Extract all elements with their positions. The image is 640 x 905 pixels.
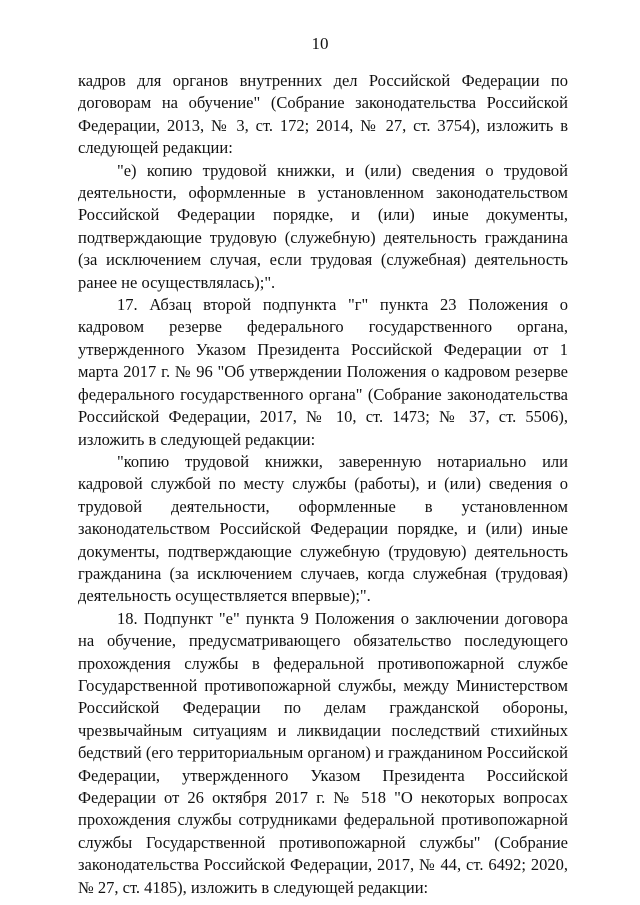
paragraph-quote-17: "копию трудовой книжки, заверенную нотариально или кадровой службой по месту службы (работы), и (или) сведения о трудовой деятельности, оформленные в установленном законодательством Российской Федерации порядке, и (или) иные документы, подтверждающие служебную (трудовую) деятельность гражданина (за исключением случаев, когда служебная (трудовая) деятельность осуществляется впервые);".: [78, 451, 568, 606]
document-body: [78, 70, 568, 899]
paragraph-item-17: 17. Абзац второй подпункта "г" пункта 23 Положения о кадровом резерве федерального государственного органа, утвержденного Указом Президента Российской Федерации от 1 марта 2017 г. № 96 "Об утверждении Положения о кадровом резерве федерального государственного органа" (Собрание законодательства Российской Федерации, 2017, № 10, ст. 1473; № 37, ст. 5506), изложить в следующей редакции:: [78, 295, 568, 449]
page-number: 10: [311, 34, 329, 53]
paragraph-continuation: кадров для органов внутренних дел Российской Федерации по договорам на обучение" (Собрание законодательства Российской Федерации, 2013, № 3, ст. 172; 2014, № 27, ст. 3754), изложить в следующей редакции:: [78, 71, 568, 158]
paragraph-item-18: 18. Подпункт "е" пункта 9 Положения о заключении договора на обучение, предусматривающего обязательство последующего прохождения службы в федеральной противопожарной службе Государственной противопожарной службы, между Министерством Российской Федерации по делам гражданской обороны, чрезвычайным ситуациям и ликвидации последствий стихийных бедствий (его территориальным органом) и гражданином Российской Федерации, утвержденного Указом Президента Российской Федерации от 26 октября 2017 г. № 518 "О некоторых вопросах прохождения службы сотрудниками федеральной противопожарной службы Государственной противопожарной службы" (Собрание законодательства Российской Федерации, 2017, № 44, ст. 6492; 2020, № 27, ст. 4185), изложить в следующей редакции:: [78, 608, 568, 897]
paragraph-quote-e: "е) копию трудовой книжки, и (или) сведения о трудовой деятельности, оформленные в установленном законодательством Российской Федерации порядке, и (или) иные документы, подтверждающие трудовую (служебную) деятельность гражданина (за исключением случая, если трудовая (служебная) деятельность ранее не осуществлялась);".: [78, 160, 568, 292]
